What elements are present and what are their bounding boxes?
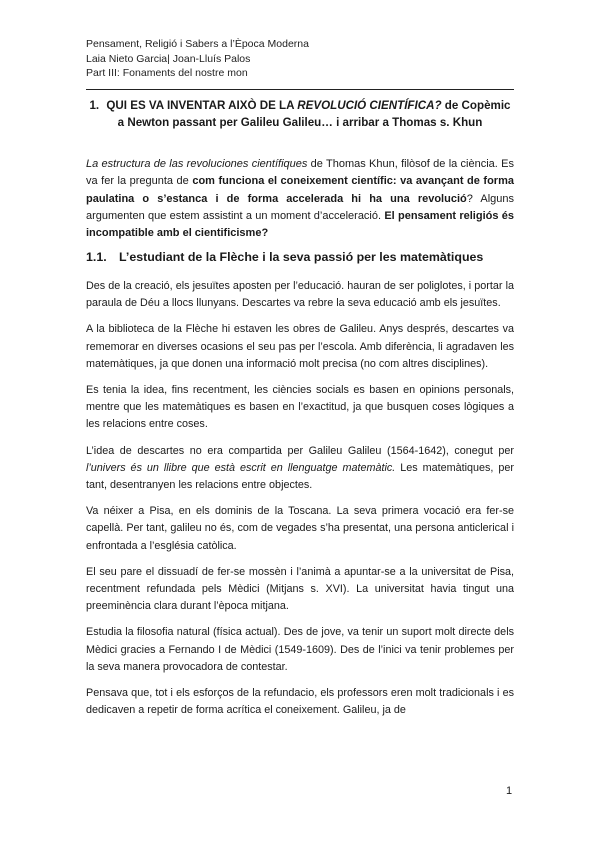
- intro-bold-question: com funciona el coneixement científic: va avançant de forma paulatina o s’estanca i de forma accelerada hi ha una revolució: [86, 175, 514, 205]
- intro-text-2: ? Alguns argumenten que estem assistint a un moment d’acceleració.: [86, 192, 514, 222]
- paragraph: A la biblioteca de la Flèche hi estaven les obres de Galileu. Anys després, descartes va rememorar en diverses ocasions el seu pas per l’escola. Amb diferència, li agradaven les matemàtiques, ja que donen una informació molt precisa (no com altres disciplines).: [86, 323, 514, 370]
- page-number: 1: [506, 785, 513, 797]
- intro-paragraph: [86, 156, 514, 242]
- section-title-italic: REVOLUCIÓ CIENTÍFICA?: [297, 99, 442, 112]
- section-title: [86, 97, 514, 131]
- header-divider: [86, 89, 514, 90]
- intro-text-1: de Thomas Khun, filòsof de la ciència. Es va fer la pregunta de: [86, 158, 514, 188]
- paragraph: Pensava que, tot i els esforços de la refundacio, els professors eren molt tradicionals i es dedicaven a repetir de forma acrítica el coneixement. Galileu, ja de: [86, 687, 514, 717]
- galileo-quote: l’univers és un llibre que està escrit en llenguatge matemàtic.: [86, 461, 396, 474]
- paragraph: Va néixer a Pisa, en els dominis de la Toscana. La seva primera vocació era fer-se capellà. Per tant, galileu no és, com de vegades s’ha presentat, una persona anticlerical i enfrontada a l’església catòlica.: [86, 505, 514, 552]
- subsection-heading: [86, 250, 514, 264]
- paragraph: [86, 443, 514, 495]
- body-text: [86, 278, 514, 728]
- section-title-number: 1.: [89, 99, 100, 112]
- paragraph: Es tenia la idea, fins recentment, les ciències socials es basen en opinions personals, mentre que les matemàtiques es basen en l’exactitud, ja que busquen coses lògiques a les relacions entre coses.: [86, 384, 514, 431]
- section-title-text-2: de Copèmic a Newton passant per Galileu Galileu… i arribar a Thomas s. Khun: [117, 99, 511, 129]
- paragraph-text: L’idea de descartes no era compartida per Galileu Galileu (1564-1642), conegut per: [86, 444, 514, 457]
- paragraph: Des de la creació, els jesuïtes aposten per l’educació. hauran de ser poliglotes, i portar la paraula de Déu a llocs llunyans. Descartes va rebre la seva educació amb els jesuïtes.: [86, 280, 514, 310]
- intro-book-title: La estructura de las revoluciones científiques: [86, 158, 308, 170]
- subsection-number: 1.1.: [86, 250, 107, 264]
- paragraph: El seu pare el dissuadí de fer-se mossèn i l’animà a apuntar-se a la universitat de Pisa, recentment refundada pels Mèdici (Mitjans s. XVI). La universitat havia tingut una preeminència clara durant l’època mitjana.: [86, 565, 514, 613]
- section-title-text-1: QUI ES VA INVENTAR AIXÒ DE LA: [106, 99, 298, 112]
- header-part: Part III: Fonaments del nostre mon: [86, 67, 248, 79]
- subsection-title: L’estudiant de la Flèche i la seva passió per les matemàtiques: [119, 250, 484, 264]
- header-authors: Laia Nieto Garcia| Joan-Lluís Palos: [86, 52, 251, 65]
- running-header: [86, 37, 309, 81]
- paragraph-text: Les matemàtiques, per tant, desentranyen les relacions entre objectes.: [86, 461, 514, 492]
- paragraph: Estudia la filosofia natural (física actual). Des de jove, va tenir un suport molt directe dels Mèdici gracies a Fernando I de Mèdici (1549-1609). Des de l’inici va tenir problemes per la seva manera provocadora de contestar.: [86, 626, 514, 673]
- intro-bold-final: El pensament religiós és incompatible amb el cientificisme?: [86, 209, 514, 240]
- header-course-title: Pensament, Religió i Sabers a l’Època Moderna: [86, 38, 309, 50]
